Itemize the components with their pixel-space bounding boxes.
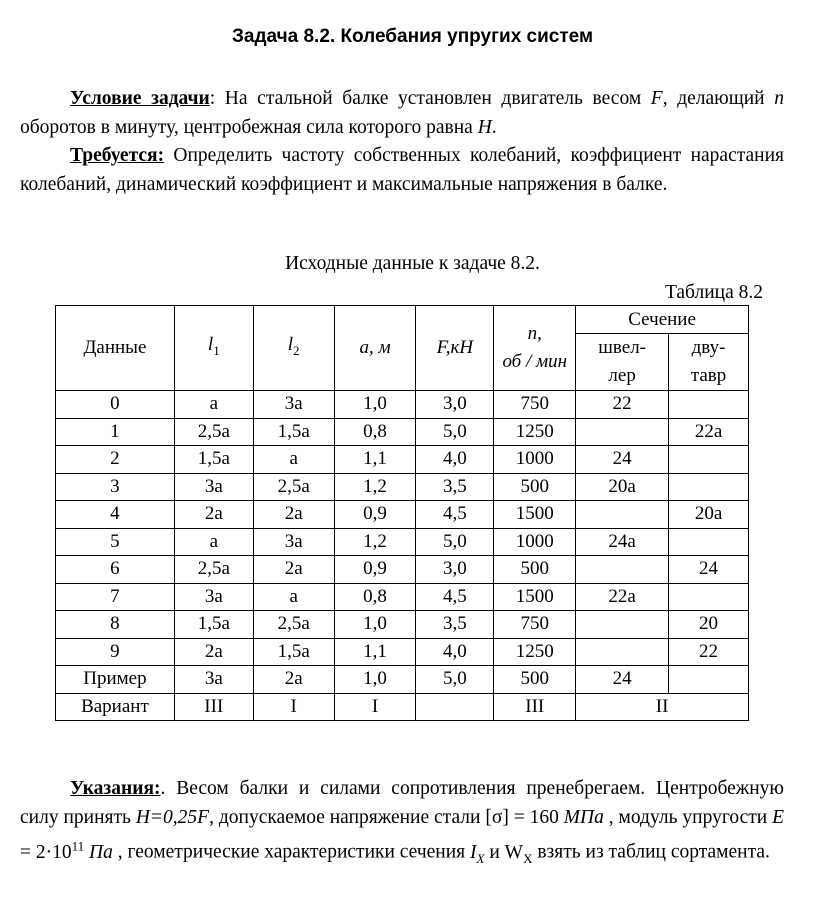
table-row	[56, 446, 749, 474]
var-F: F	[650, 88, 663, 109]
table-cell: a	[253, 446, 334, 474]
table-cell: 750	[494, 611, 576, 639]
table-cell: 2a	[253, 666, 334, 694]
table-cell: 1000	[494, 528, 576, 556]
table-cell: 1250	[494, 638, 576, 666]
table-row	[56, 611, 749, 639]
table-cell: 24a	[576, 528, 669, 556]
table-cell: 3a	[174, 583, 253, 611]
table-cell: 2,5a	[253, 473, 334, 501]
table-cell	[669, 666, 749, 694]
table-cell: 4,5	[416, 583, 494, 611]
hints-text-2: , допускаемое напряжение стали	[209, 806, 486, 828]
table-cell: 2,5a	[253, 611, 334, 639]
table-cell	[576, 638, 669, 666]
table-cell: 2,5a	[174, 418, 253, 446]
table-cell: 3a	[253, 391, 334, 419]
table-cell: 1,1	[334, 446, 416, 474]
table-cell: 3,5	[416, 473, 494, 501]
required-label: Требуется:	[70, 145, 165, 166]
table-cell: Пример	[56, 666, 175, 694]
table-cell: 1000	[494, 446, 576, 474]
table-cell: 0,9	[334, 556, 416, 584]
table-cell: 20	[669, 611, 749, 639]
table-row	[56, 638, 749, 666]
condition-label: Условие задачи	[70, 88, 210, 109]
table-cell: 7	[56, 583, 175, 611]
page-title: Задача 8.2. Колебания упругих систем	[231, 26, 594, 47]
table-cell: 5	[56, 528, 175, 556]
table-cell: 1500	[494, 583, 576, 611]
table-cell: 0	[56, 391, 175, 419]
table-cell: 6	[56, 556, 175, 584]
table-cell	[669, 583, 749, 611]
table-cell: 4	[56, 501, 175, 529]
variant-n: III	[494, 693, 576, 721]
table-cell	[576, 501, 669, 529]
table-cell: 3,0	[416, 391, 494, 419]
table-cell: 3a	[253, 528, 334, 556]
header-l1: $l_1$	[174, 306, 253, 391]
hints-text-6: взять из таблиц сортамента.	[532, 841, 770, 863]
table-cell: 1,0	[334, 611, 416, 639]
variant-l2: I	[253, 693, 334, 721]
var-H: H	[477, 116, 492, 138]
variant-F	[416, 693, 494, 721]
table-cell: a	[253, 583, 334, 611]
table-cell	[669, 446, 749, 474]
table-cell: 1,5a	[174, 446, 253, 474]
header-ibeam: дву- тавр	[669, 334, 749, 391]
table-cell: 3a	[174, 666, 253, 694]
table-row	[56, 666, 749, 694]
table-cell: 2	[56, 446, 175, 474]
table-cell: 0,9	[334, 501, 416, 529]
table-cell: 22	[669, 638, 749, 666]
table-row	[56, 556, 749, 584]
table-cell: 3	[56, 473, 175, 501]
table-cell: 22a	[669, 418, 749, 446]
table-cell: 2a	[253, 501, 334, 529]
table-cell: 2a	[253, 556, 334, 584]
table-cell: 24	[576, 666, 669, 694]
table-cell: 1,2	[334, 473, 416, 501]
required-paragraph	[20, 142, 784, 199]
table-cell	[669, 473, 749, 501]
table-cell: 2,5a	[174, 556, 253, 584]
table-cell: 22	[576, 391, 669, 419]
hints-text-1: . Весом балки и силами сопротивления пренебрегаем. Центробежную силу принять	[20, 778, 784, 828]
variant-a: I	[334, 693, 416, 721]
table-cell: 20a	[576, 473, 669, 501]
table-cell: 20a	[669, 501, 749, 529]
hints-paragraph	[20, 775, 784, 873]
hints-text-5: и $W_X$	[484, 841, 533, 866]
table-cell: 3a	[174, 473, 253, 501]
table-cell: 5,0	[416, 666, 494, 694]
table-cell	[576, 556, 669, 584]
hints-text-3: , модуль упругости	[603, 806, 773, 828]
condition-paragraph	[20, 85, 784, 142]
table-cell: 1,0	[334, 391, 416, 419]
table-cell: 0,8	[334, 583, 416, 611]
variant-l1: III	[174, 693, 253, 721]
variant-row	[56, 693, 749, 721]
table-cell: 2a	[174, 501, 253, 529]
table-cell	[576, 611, 669, 639]
table-caption: Исходные данные к задаче 8.2.	[285, 253, 540, 274]
table-cell: 500	[494, 473, 576, 501]
table-cell: 0,8	[334, 418, 416, 446]
data-table	[55, 305, 749, 721]
table-cell: 4,0	[416, 638, 494, 666]
table-cell: 1,2	[334, 528, 416, 556]
table-cell: 1,5a	[174, 611, 253, 639]
required-text: Определить частоту собственных колебаний, коэффициент нарастания колебаний, динамический коэффициент и максимальные напряжения в балке.	[20, 145, 784, 195]
table-cell: 2a	[174, 638, 253, 666]
table-cell: 5,0	[416, 528, 494, 556]
header-data: Данные	[56, 306, 175, 391]
hints-label: Указания:	[70, 778, 161, 799]
table-cell: 24	[576, 446, 669, 474]
table-cell	[669, 391, 749, 419]
table-cell	[576, 418, 669, 446]
table-cell: 22a	[576, 583, 669, 611]
formula-H: H=0,25F	[135, 806, 210, 828]
table-number: Таблица 8.2	[664, 282, 763, 303]
formula-E: $E = 2\cdot 10^{11}$ Па	[20, 806, 784, 863]
table-cell: 1,0	[334, 666, 416, 694]
table-cell: 1,5a	[253, 418, 334, 446]
header-n: n, об / мин	[494, 306, 576, 391]
table-cell: 1250	[494, 418, 576, 446]
condition-text-3: оборотов в минуту, центробежная сила которого равна	[20, 116, 478, 138]
table-row	[56, 528, 749, 556]
table-cell: 3,0	[416, 556, 494, 584]
table-cell: 4,5	[416, 501, 494, 529]
table-cell: 1	[56, 418, 175, 446]
table-cell: a	[174, 391, 253, 419]
table-row	[56, 391, 749, 419]
hints-text-4: , геометрические характеристики сечения	[112, 841, 471, 863]
table-cell: 4,0	[416, 446, 494, 474]
header-l2: $l_2$	[253, 306, 334, 391]
table-cell	[669, 528, 749, 556]
table-row	[56, 418, 749, 446]
header-channel: швел- лер	[576, 334, 669, 391]
table-cell: 1,5a	[253, 638, 334, 666]
table-cell: a	[174, 528, 253, 556]
table-cell: 1500	[494, 501, 576, 529]
header-row-1	[56, 306, 749, 334]
condition-text-4: .	[491, 116, 497, 138]
condition-text-1: : На стальной балке установлен двигатель весом	[209, 88, 651, 109]
table-cell: 3,5	[416, 611, 494, 639]
table-cell: 9	[56, 638, 175, 666]
data-body	[56, 391, 749, 694]
table-cell: 500	[494, 556, 576, 584]
table-cell: 8	[56, 611, 175, 639]
table-cell: 750	[494, 391, 576, 419]
var-n: n	[774, 88, 784, 109]
condition-text-2: , делающий	[662, 88, 775, 109]
variant-label: Вариант	[56, 693, 175, 721]
table-row	[56, 473, 749, 501]
var-I: $I_X$	[470, 841, 485, 866]
header-F: F,кН	[416, 306, 494, 391]
formula-sigma: [σ] = 160 МПа	[485, 806, 604, 828]
table-cell: 1,1	[334, 638, 416, 666]
table-cell: 24	[669, 556, 749, 584]
table-row	[56, 583, 749, 611]
variant-section: II	[576, 693, 749, 721]
header-a: a, м	[334, 306, 416, 391]
table-row	[56, 501, 749, 529]
table-cell: 500	[494, 666, 576, 694]
table-cell: 5,0	[416, 418, 494, 446]
header-section: Сечение	[576, 306, 749, 334]
